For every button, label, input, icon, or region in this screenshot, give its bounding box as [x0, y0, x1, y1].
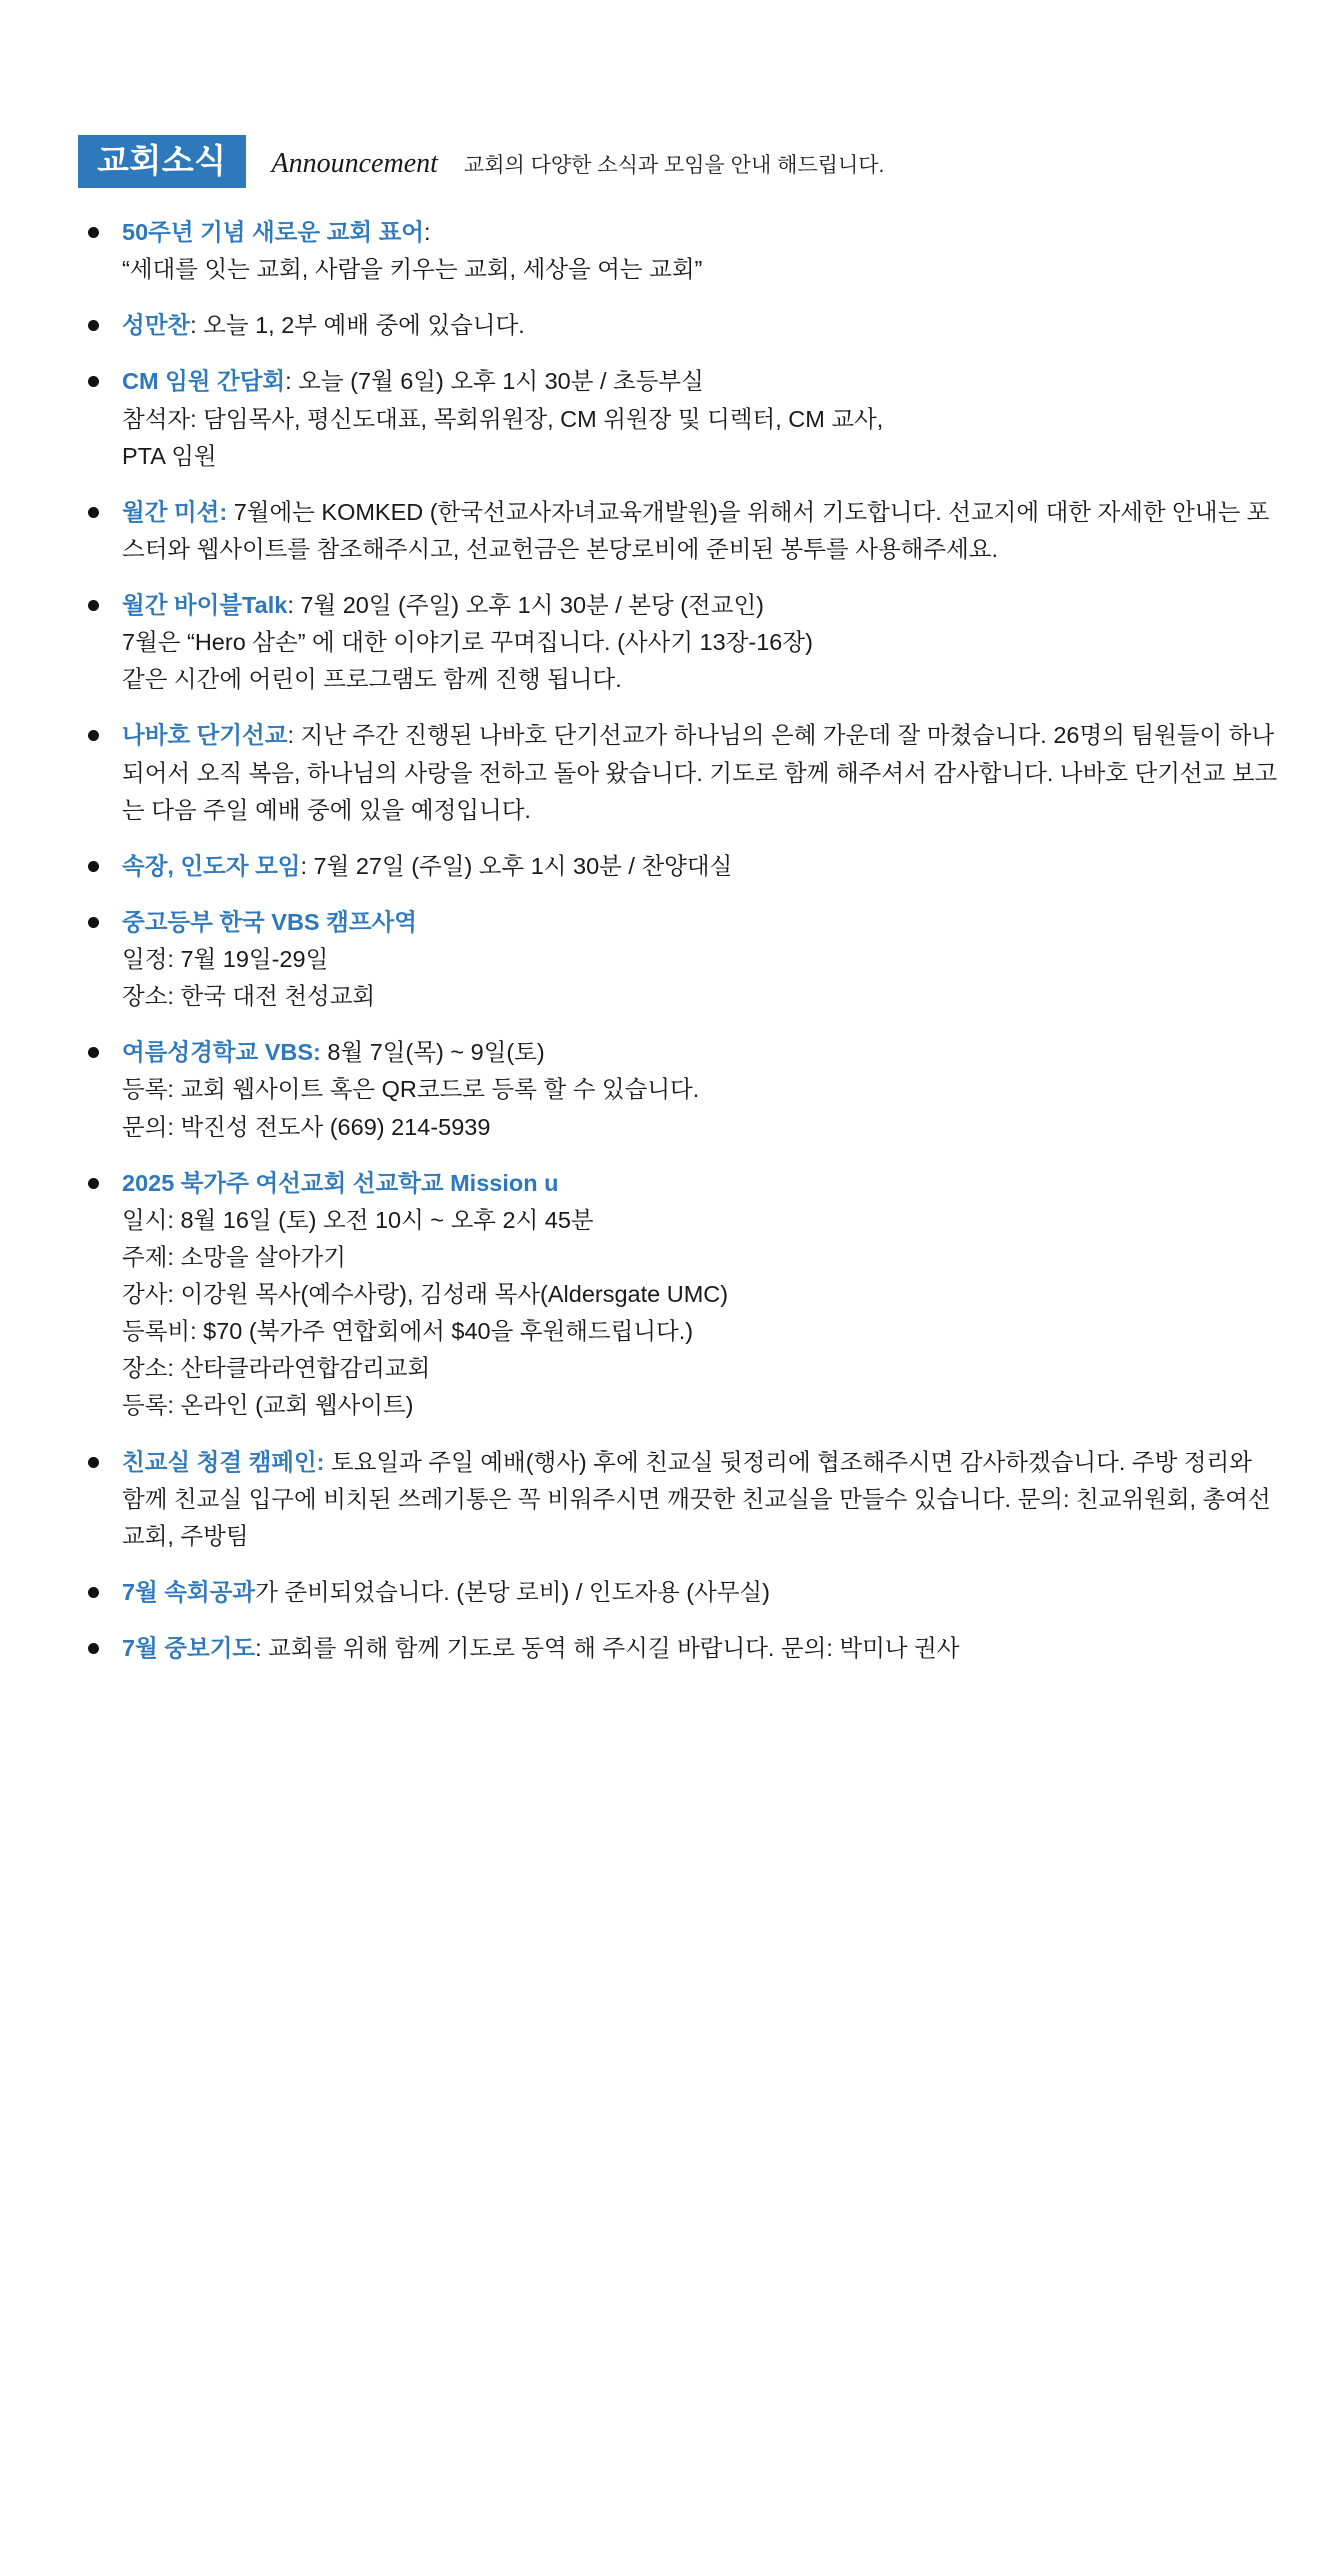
- list-item: [78, 307, 1279, 344]
- item-line: 같은 시간에 어린이 프로그램도 함께 진행 됩니다.: [122, 666, 622, 693]
- item-separator: :: [255, 1635, 262, 1661]
- list-item: [78, 1444, 1279, 1555]
- item-inline-text: 오늘 1, 2부 예배 중에 있습니다.: [196, 312, 525, 339]
- section-description: 교회의 다양한 소식과 모임을 안내 해드립니다.: [463, 154, 885, 177]
- bullet-icon: [88, 730, 99, 741]
- item-separator: :: [285, 368, 292, 395]
- item-line: 장소: 산타클라라연합감리교회: [122, 1355, 431, 1382]
- item-line: 등록: 온라인 (교회 웹사이트): [122, 1392, 414, 1419]
- bullet-icon: [88, 600, 99, 611]
- bullet-icon: [88, 1178, 99, 1189]
- item-inline-text: 7월에는 KOMKED (한국선교사자녀교육개발원)을 위해서 기도합니다. 선교지에 대한 자세한 안내는 포스터와 웹사이트를 참조해주시고, 선교헌금은 본당로비에 준비된 봉투를 사용해주세요.: [122, 498, 1270, 562]
- item-line: 주제: 소망을 살아가기: [122, 1243, 346, 1270]
- item-title: 나바호 단기선교: [122, 722, 288, 749]
- item-inline-text: 8월 7일(목) ~ 9일(토): [320, 1039, 545, 1066]
- list-item: [78, 494, 1279, 568]
- announcement-list: [78, 214, 1279, 1667]
- section-badge: 교회소식: [78, 135, 246, 188]
- item-inline-text: 토요일과 주일 예배(행사) 후에 친교실 뒷정리에 협조해주시면 감사하겠습니다. 주방 정리와 함께 친교실 입구에 비치된 쓰레기통은 꼭 비워주시면 깨끗한 친교실을 만들수 있습니다. 문의: 친교위원회, 총여선교회, 주방팀: [122, 1448, 1271, 1549]
- bullet-icon: [88, 1047, 99, 1058]
- item-separator: :: [190, 312, 197, 339]
- item-separator: :: [287, 592, 294, 618]
- item-title: 친교실 청결 캠페인:: [122, 1448, 325, 1475]
- bullet-icon: [88, 227, 99, 238]
- bullet-icon: [88, 1457, 99, 1468]
- list-item: [78, 587, 1279, 698]
- item-inline-text: 7월 20일 (주일) 오후 1시 30분 / 본당 (전교인): [293, 592, 764, 618]
- item-line: 일시: 8월 16일 (토) 오전 10시 ~ 오후 2시 45분: [122, 1206, 594, 1233]
- bullet-icon: [88, 320, 99, 331]
- item-line: 강사: 이강원 목사(예수사랑), 김성래 목사(Aldersgate UMC): [122, 1281, 729, 1307]
- item-line: 문의: 박진성 전도사 (669) 214-5939: [122, 1113, 491, 1140]
- list-item: [78, 363, 1279, 474]
- bullet-icon: [88, 376, 99, 387]
- item-line: 등록비: $70 (북가주 연합회에서 $40을 후원해드립니다.): [122, 1318, 694, 1345]
- item-inline-text: 가 준비되었습니다. (본당 로비) / 인도자용 (사무실): [255, 1578, 770, 1605]
- item-line: 참석자: 담임목사, 평신도대표, 목회위원장, CM 위원장 및 디렉터, CM 교사,: [122, 405, 884, 432]
- bullet-icon: [88, 1587, 99, 1598]
- item-title: 7월 중보기도: [122, 1635, 256, 1661]
- item-title: 7월 속회공과: [122, 1578, 256, 1605]
- bullet-icon: [88, 861, 99, 872]
- item-line: 등록: 교회 웹사이트 혹은 QR코드로 등록 할 수 있습니다.: [122, 1076, 700, 1103]
- list-item: [78, 1574, 1279, 1611]
- item-title: 여름성경학교 VBS:: [122, 1039, 321, 1066]
- list-item: [78, 848, 1279, 885]
- item-line: PTA 임원: [122, 442, 217, 469]
- item-title: 2025 북가주 여선교회 선교학교 Mission u: [122, 1169, 559, 1196]
- item-separator: :: [300, 852, 308, 879]
- list-item: [78, 904, 1279, 1015]
- bullet-icon: [88, 1643, 99, 1654]
- item-title: 월간 바이블Talk: [122, 592, 288, 618]
- item-line: 장소: 한국 대전 천성교회: [122, 983, 376, 1010]
- list-item: [78, 1165, 1279, 1425]
- list-item: [78, 1630, 1279, 1667]
- item-line: “세대를 잇는 교회, 사람을 키우는 교회, 세상을 여는 교회”: [122, 256, 703, 283]
- section-title-english: Announcement: [271, 148, 438, 179]
- item-line: 7월은 “Hero 삼손” 에 대한 이야기로 꾸며집니다. (사사기 13장-16장): [122, 629, 813, 656]
- item-title: 속장, 인도자 모임: [122, 852, 301, 879]
- section-header: [78, 135, 1279, 188]
- list-item: [78, 717, 1279, 828]
- item-line: 일정: 7월 19일-29일: [122, 946, 329, 972]
- bullet-icon: [88, 507, 99, 518]
- item-inline-text: 오늘 (7월 6일) 오후 1시 30분 / 초등부실: [291, 368, 704, 395]
- list-item: [78, 1034, 1279, 1145]
- item-inline-text: 7월 27일 (주일) 오후 1시 30분 / 찬양대실: [307, 852, 733, 879]
- list-item: [78, 214, 1279, 288]
- item-title: 월간 미션:: [122, 498, 228, 525]
- item-title: CM 임원 간담회: [122, 368, 286, 395]
- item-title: 50주년 기념 새로운 교회 표어: [122, 219, 424, 245]
- item-separator: :: [287, 722, 294, 749]
- item-inline-text: 지난 주간 진행된 나바호 단기선교가 하나님의 은혜 가운데 잘 마쳤습니다. 26명의 팀원들이 하나되어서 오직 복음, 하나님의 사랑을 전하고 돌아 왔습니다. 기도로 함께 해주셔서 감사합니다. 나바호 단기선교 보고는 다음 주일 예배 중에 있을 예정입니다.: [122, 722, 1278, 823]
- item-title: 성만찬: [122, 312, 191, 339]
- item-separator: :: [423, 219, 431, 245]
- bullet-icon: [88, 917, 99, 928]
- item-inline-text: 교회를 위해 함께 기도로 동역 해 주시길 바랍니다. 문의: 박미나 권사: [261, 1635, 960, 1661]
- item-title: 중고등부 한국 VBS 캠프사역: [122, 908, 417, 935]
